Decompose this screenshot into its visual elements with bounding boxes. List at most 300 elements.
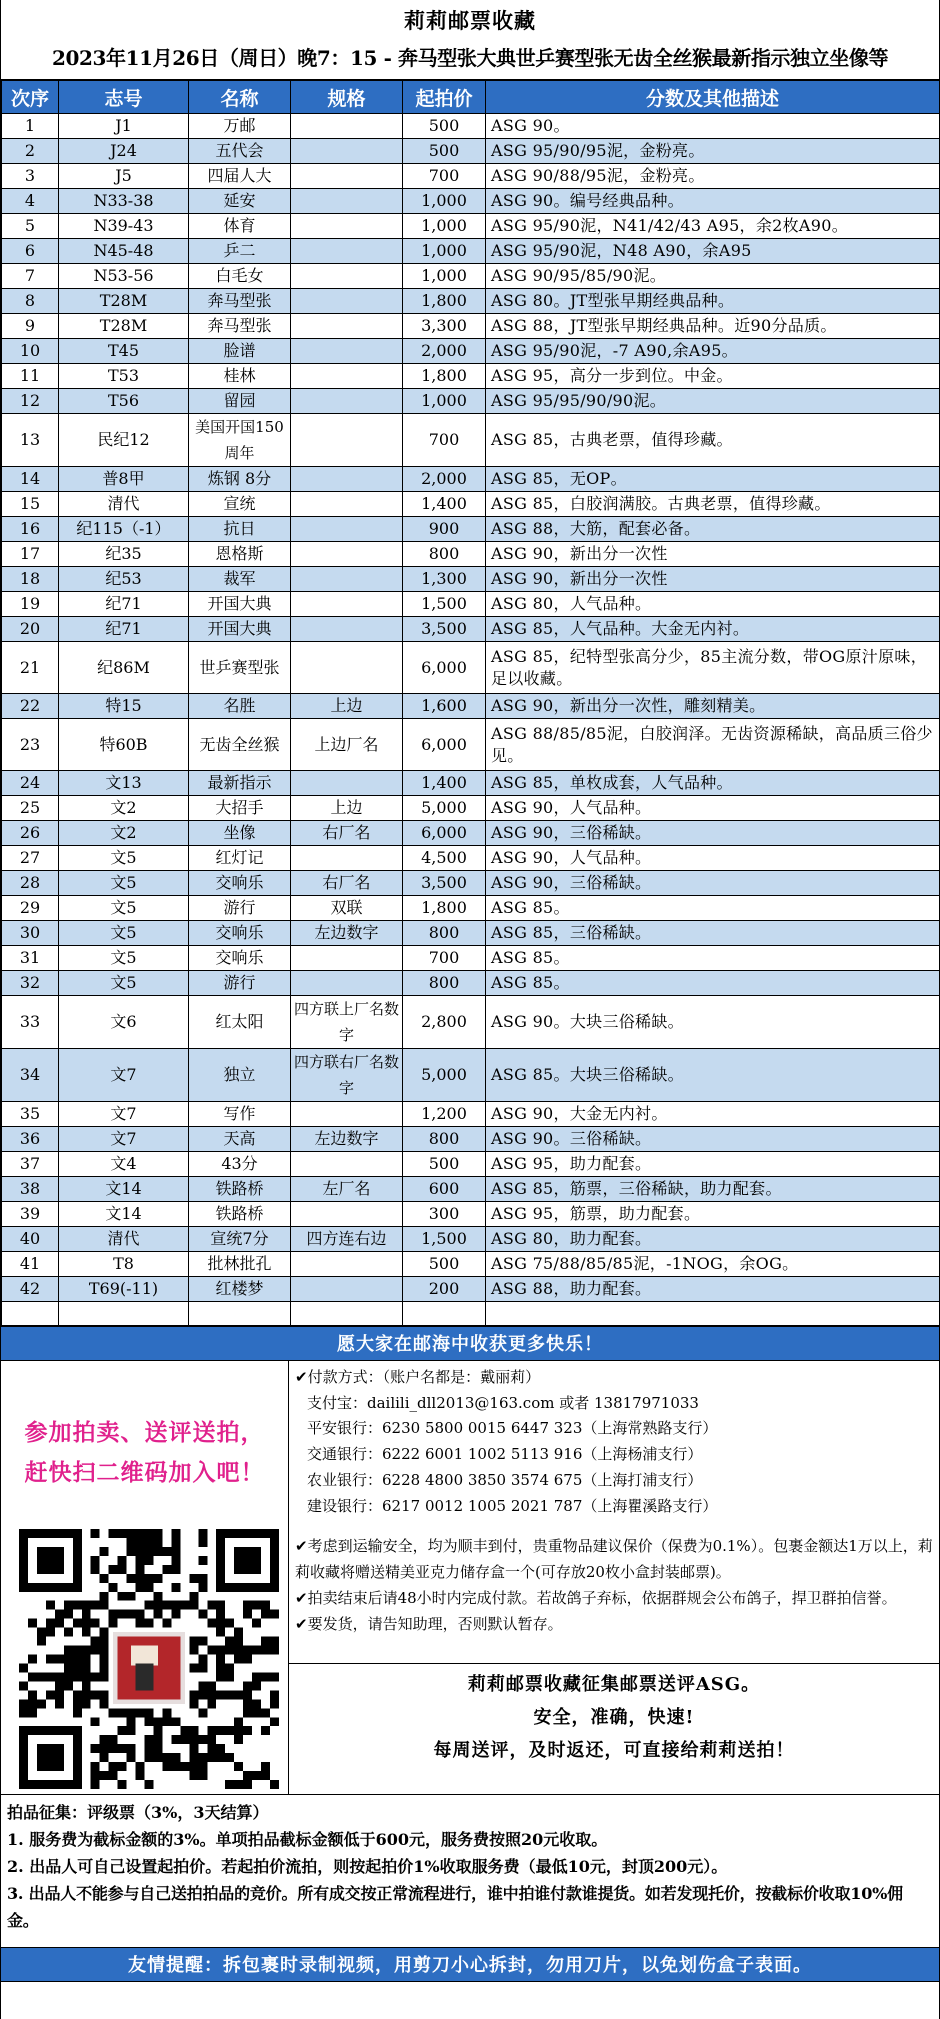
table-row — [2, 1177, 940, 1202]
cell-desc: ASG 85。 — [486, 971, 940, 996]
table-row — [2, 314, 940, 339]
cell-code: 文5 — [59, 946, 189, 971]
checkmark-icon: ✔ — [295, 1589, 308, 1608]
cell-price: 600 — [403, 1177, 486, 1202]
cell-name: 奔马型张 — [189, 314, 291, 339]
cell-desc: ASG 75/88/85/85泥，-1NOG，余OG。 — [486, 1252, 940, 1277]
cell-name: 抗日 — [189, 517, 291, 542]
cell-code: N33-38 — [59, 189, 189, 214]
bank-line-jiaotong: 交通银行：6222 6001 1002 5113 916（上海杨浦支行） — [307, 1445, 703, 1464]
cell-no: 19 — [2, 592, 59, 617]
cell-desc: ASG 85。 — [486, 896, 940, 921]
cell-price: 1,800 — [403, 289, 486, 314]
cell-desc: ASG 80，人气品种。 — [486, 592, 940, 617]
cell-name: 白毛女 — [189, 264, 291, 289]
col-header-desc: 分数及其他描述 — [486, 81, 940, 114]
bank-line-pingan: 平安银行：6230 5800 0015 6447 323（上海常熟路支行） — [307, 1419, 718, 1438]
cell-desc: ASG 90。 — [486, 114, 940, 139]
cell-no: 7 — [2, 264, 59, 289]
table-row — [2, 617, 940, 642]
checkmark-icon: ✔ — [295, 1368, 308, 1386]
cell-price: 1,000 — [403, 239, 486, 264]
cell-desc: ASG 90，人气品种。 — [486, 796, 940, 821]
cell-code: 普8甲 — [59, 467, 189, 492]
cell-spec: 四方联右厂名数字 — [291, 1049, 403, 1102]
cell-name: 无齿全丝猴 — [189, 719, 291, 771]
page-title: 莉莉邮票收藏 — [404, 8, 536, 33]
cell-code: T28M — [59, 289, 189, 314]
cell-desc: ASG 85，筋票，三俗稀缺，助力配套。 — [486, 1177, 940, 1202]
cell-price: 1,000 — [403, 189, 486, 214]
cell-code: 纪35 — [59, 542, 189, 567]
cell-name: 大招手 — [189, 796, 291, 821]
cell-code: 民纪12 — [59, 414, 189, 467]
page-subtitle: 2023年11月26日（周日）晚7：15 - 奔马型张大典世乒赛型张无齿全丝猴最新指示独立坐像等 — [1, 40, 939, 80]
cell-spec — [291, 846, 403, 871]
cell-desc: ASG 95/90泥，N48 A90，余A95 — [486, 239, 940, 264]
cell-spec — [291, 467, 403, 492]
cell-desc: ASG 85，三俗稀缺。 — [486, 921, 940, 946]
cell-no: 27 — [2, 846, 59, 871]
cell-code: J24 — [59, 139, 189, 164]
promo-line-2: 赶快扫二维码加入吧！ — [24, 1459, 265, 1486]
cell-name: 万邮 — [189, 114, 291, 139]
cell-price: 300 — [403, 1202, 486, 1227]
cell-spec — [291, 289, 403, 314]
bank-line-jianshe: 建设银行：6217 0012 1005 2021 787（上海瞿溪路支行） — [307, 1496, 718, 1515]
promo-panel — [1, 1361, 289, 1794]
cell-price: 6,000 — [403, 821, 486, 846]
cell-no: 6 — [2, 239, 59, 264]
cell-price: 1,800 — [403, 364, 486, 389]
cell-spec: 上边 — [291, 694, 403, 719]
cell-code: 清代 — [59, 492, 189, 517]
cell-price: 200 — [403, 1277, 486, 1302]
cell-name: 红太阳 — [189, 996, 291, 1049]
cell-name: 脸谱 — [189, 339, 291, 364]
cell-no: 29 — [2, 896, 59, 921]
table-row — [2, 139, 940, 164]
table-row — [2, 517, 940, 542]
cell-no: 20 — [2, 617, 59, 642]
cell-no: 4 — [2, 189, 59, 214]
consignment-terms — [1, 1795, 939, 1947]
collect-line-1: 莉莉邮票收藏征集邮票送评ASG。 — [467, 1674, 761, 1695]
table-row — [2, 364, 940, 389]
cell-name: 奔马型张 — [189, 289, 291, 314]
cell-code: N45-48 — [59, 239, 189, 264]
cell-name: 裁军 — [189, 567, 291, 592]
cell-desc: ASG 85，纪特型张高分少，85主流分数，带OG原汁原味，足以收藏。 — [486, 642, 940, 694]
cell-price: 1,300 — [403, 567, 486, 592]
terms-item-3: 3. 出品人不能参与自己送拍拍品的竞价。所有成交按正常流程进行，谁中拍谁付款谁提货。如若发现托价，按截标价收取10%佣金。 — [7, 1884, 903, 1930]
cell-name: 交响乐 — [189, 921, 291, 946]
cell-code: N39-43 — [59, 214, 189, 239]
table-row — [2, 164, 940, 189]
cell-code: 纪115（-1） — [59, 517, 189, 542]
table-row — [2, 1049, 940, 1102]
cell-spec — [291, 214, 403, 239]
cell-name: 写作 — [189, 1102, 291, 1127]
cell-no: 25 — [2, 796, 59, 821]
cell-desc: ASG 90，三俗稀缺。 — [486, 821, 940, 846]
table-row — [2, 846, 940, 871]
cell-no: 18 — [2, 567, 59, 592]
table-row — [2, 1152, 940, 1177]
table-row — [2, 542, 940, 567]
cell-spec — [291, 617, 403, 642]
bank-line-nongye: 农业银行：6228 4800 3850 3574 675（上海打浦支行） — [307, 1470, 703, 1489]
table-row — [2, 642, 940, 694]
cell-desc: ASG 85，人气品种。大金无内衬。 — [486, 617, 940, 642]
cell-spec — [291, 189, 403, 214]
cell-code: T53 — [59, 364, 189, 389]
cell-spec — [291, 946, 403, 971]
cell-name: 43分 — [189, 1152, 291, 1177]
cell-empty — [403, 1302, 486, 1326]
cell-spec — [291, 339, 403, 364]
cell-name: 最新指示 — [189, 771, 291, 796]
payment-title: 付款方式：（账户名都是：戴丽莉） — [307, 1368, 541, 1386]
cell-price: 500 — [403, 139, 486, 164]
cell-code: 文14 — [59, 1202, 189, 1227]
cell-code: 文7 — [59, 1127, 189, 1152]
cell-no: 22 — [2, 694, 59, 719]
cell-desc: ASG 95，助力配套。 — [486, 1152, 940, 1177]
promo-text — [1, 1413, 288, 1493]
table-row — [2, 921, 940, 946]
cell-no: 33 — [2, 996, 59, 1049]
cell-name: 恩格斯 — [189, 542, 291, 567]
cell-name: 交响乐 — [189, 871, 291, 896]
cell-spec: 左厂名 — [291, 1177, 403, 1202]
table-row — [2, 492, 940, 517]
cell-name: 独立 — [189, 1049, 291, 1102]
cell-desc: ASG 85，单枚成套，人气品种。 — [486, 771, 940, 796]
cell-name: 名胜 — [189, 694, 291, 719]
cell-spec — [291, 1252, 403, 1277]
cell-no: 12 — [2, 389, 59, 414]
cell-price: 1,400 — [403, 771, 486, 796]
cell-name: 开国大典 — [189, 617, 291, 642]
checkmark-icon: ✔ — [295, 1537, 308, 1556]
cell-spec — [291, 1102, 403, 1127]
cell-name: 天高 — [189, 1127, 291, 1152]
cell-spec: 左边数字 — [291, 1127, 403, 1152]
cell-desc: ASG 80。JT型张早期经典品种。 — [486, 289, 940, 314]
terms-title: 拍品征集：评级票（3%，3天结算） — [7, 1803, 269, 1822]
cell-no: 38 — [2, 1177, 59, 1202]
cell-price: 1,800 — [403, 896, 486, 921]
info-section — [1, 1361, 939, 1795]
table-row — [2, 971, 940, 996]
cell-desc: ASG 88，助力配套。 — [486, 1277, 940, 1302]
cell-desc: ASG 85。大块三俗稀缺。 — [486, 1049, 940, 1102]
cell-price: 500 — [403, 1152, 486, 1177]
cell-code: J5 — [59, 164, 189, 189]
table-row-empty — [2, 1302, 940, 1326]
cell-name: 世乒赛型张 — [189, 642, 291, 694]
cell-desc: ASG 95/90泥，-7 A90,余A95。 — [486, 339, 940, 364]
cell-no: 39 — [2, 1202, 59, 1227]
cell-no: 16 — [2, 517, 59, 542]
cell-spec — [291, 164, 403, 189]
cell-price: 4,500 — [403, 846, 486, 871]
cell-desc: ASG 88，大筋，配套必备。 — [486, 517, 940, 542]
qr-code-icon[interactable] — [13, 1529, 285, 1789]
cell-price: 2,800 — [403, 996, 486, 1049]
cell-code: 特60B — [59, 719, 189, 771]
cell-spec — [291, 364, 403, 389]
cell-no: 32 — [2, 971, 59, 996]
cell-spec: 右厂名 — [291, 821, 403, 846]
table-row — [2, 1277, 940, 1302]
cell-no: 3 — [2, 164, 59, 189]
table-row — [2, 189, 940, 214]
cell-no: 1 — [2, 114, 59, 139]
cell-no: 17 — [2, 542, 59, 567]
cell-desc: ASG 95/90泥，N41/42/43 A95，余2枚A90。 — [486, 214, 940, 239]
table-row — [2, 1202, 940, 1227]
table-row — [2, 467, 940, 492]
cell-code: 文14 — [59, 1177, 189, 1202]
delivery-note: 要发货，请告知助理，否则默认暂存。 — [307, 1615, 563, 1634]
cell-name: 四届人大 — [189, 164, 291, 189]
cell-desc: ASG 88/85/85泥，白胶润泽。无齿资源稀缺，高品质三俗少见。 — [486, 719, 940, 771]
cell-price: 1,400 — [403, 492, 486, 517]
cell-no: 34 — [2, 1049, 59, 1102]
blessing-banner: 愿大家在邮海中收获更多快乐！ — [1, 1326, 939, 1361]
cell-spec — [291, 1277, 403, 1302]
alipay-line: 支付宝：dailili_dll2013@163.com 或者 13817971033 — [307, 1393, 699, 1412]
cell-desc: ASG 90。大块三俗稀缺。 — [486, 996, 940, 1049]
cell-no: 37 — [2, 1152, 59, 1177]
cell-spec: 四方连右边 — [291, 1227, 403, 1252]
cell-name: 红灯记 — [189, 846, 291, 871]
cell-desc: ASG 95，高分一步到位。中金。 — [486, 364, 940, 389]
cell-desc: ASG 80，助力配套。 — [486, 1227, 940, 1252]
cell-name: 炼钢 8分 — [189, 467, 291, 492]
payment-panel — [289, 1361, 939, 1794]
table-row — [2, 414, 940, 467]
cell-spec — [291, 642, 403, 694]
table-row — [2, 567, 940, 592]
cell-no: 21 — [2, 642, 59, 694]
cell-code: 文13 — [59, 771, 189, 796]
cell-no: 24 — [2, 771, 59, 796]
cell-spec: 右厂名 — [291, 871, 403, 896]
cell-price: 500 — [403, 114, 486, 139]
shipping-note: 考虑到运输安全，均为顺丰到付，贵重物品建议保价（保费为0.1%）。包裹金额达1万以上，莉莉收藏将赠送精美亚克力储存盒一个(可存放20枚小盒封装邮票)。 — [295, 1537, 933, 1582]
cell-desc: ASG 95/90/95泥，金粉亮。 — [486, 139, 940, 164]
cell-price: 6,000 — [403, 642, 486, 694]
cell-spec — [291, 517, 403, 542]
collect-line-3: 每周送评，及时返还，可直接给莉莉送拍！ — [433, 1740, 795, 1761]
cell-no: 26 — [2, 821, 59, 846]
collect-line-2: 安全，准确，快速! — [533, 1707, 695, 1728]
cell-spec — [291, 542, 403, 567]
promo-line-1: 参加拍卖、送评送拍， — [24, 1419, 265, 1446]
cell-name: 坐像 — [189, 821, 291, 846]
cell-name: 游行 — [189, 971, 291, 996]
cell-empty — [291, 1302, 403, 1326]
cell-price: 6,000 — [403, 719, 486, 771]
cell-code: 文5 — [59, 921, 189, 946]
cell-desc: ASG 90，新出分一次性，雕刻精美。 — [486, 694, 940, 719]
cell-spec — [291, 592, 403, 617]
cell-no: 5 — [2, 214, 59, 239]
cell-price: 800 — [403, 971, 486, 996]
cell-code: 纪71 — [59, 617, 189, 642]
cell-desc: ASG 90，人气品种。 — [486, 846, 940, 871]
cell-desc: ASG 85，白胶润满胶。古典老票，值得珍藏。 — [486, 492, 940, 517]
cell-price: 3,300 — [403, 314, 486, 339]
table-row — [2, 592, 940, 617]
cell-price: 800 — [403, 921, 486, 946]
cell-no: 36 — [2, 1127, 59, 1152]
cell-desc: ASG 85，无OP。 — [486, 467, 940, 492]
cell-price: 800 — [403, 1127, 486, 1152]
cell-name: 交响乐 — [189, 946, 291, 971]
table-row — [2, 871, 940, 896]
cell-code: 特15 — [59, 694, 189, 719]
table-row — [2, 694, 940, 719]
cell-price: 1,000 — [403, 214, 486, 239]
cell-name: 开国大典 — [189, 592, 291, 617]
table-row — [2, 264, 940, 289]
table-row — [2, 1102, 940, 1127]
cell-name: 铁路桥 — [189, 1202, 291, 1227]
checkmark-icon: ✔ — [295, 1615, 308, 1634]
col-header-price: 起拍价 — [403, 81, 486, 114]
cell-spec — [291, 314, 403, 339]
cell-spec — [291, 971, 403, 996]
cell-spec: 上边厂名 — [291, 719, 403, 771]
cell-name: 留园 — [189, 389, 291, 414]
cell-code: 纪53 — [59, 567, 189, 592]
cell-no: 28 — [2, 871, 59, 896]
cell-code: 文7 — [59, 1049, 189, 1102]
payment-deadline-note: 拍卖结束后请48小时内完成付款。若故鸽子弃标，依据群规会公布鸽子，捍卫群拍信誉。 — [307, 1589, 897, 1608]
cell-name: 延安 — [189, 189, 291, 214]
cell-no: 8 — [2, 289, 59, 314]
cell-name: 批林批孔 — [189, 1252, 291, 1277]
cell-price: 1,200 — [403, 1102, 486, 1127]
cell-spec — [291, 771, 403, 796]
cell-code: T56 — [59, 389, 189, 414]
cell-price: 1,600 — [403, 694, 486, 719]
table-header-row — [2, 81, 940, 114]
cell-no: 2 — [2, 139, 59, 164]
cell-spec — [291, 139, 403, 164]
col-header-no: 次序 — [2, 81, 59, 114]
cell-spec — [291, 239, 403, 264]
cell-desc: ASG 85，古典老票，值得珍藏。 — [486, 414, 940, 467]
table-row — [2, 239, 940, 264]
cell-price: 2,000 — [403, 467, 486, 492]
cell-code: T28M — [59, 314, 189, 339]
cell-price: 1,500 — [403, 592, 486, 617]
cell-price: 700 — [403, 164, 486, 189]
table-row — [2, 821, 940, 846]
terms-item-1: 1. 服务费为截标金额的3%。单项拍品截标金额低于600元，服务费按照20元收取。 — [7, 1830, 608, 1849]
cell-name: 宣统7分 — [189, 1227, 291, 1252]
table-row — [2, 771, 940, 796]
cell-name: 铁路桥 — [189, 1177, 291, 1202]
cell-desc: ASG 88，JT型张早期经典品种。近90分品质。 — [486, 314, 940, 339]
cell-price: 1,000 — [403, 389, 486, 414]
cell-spec — [291, 1202, 403, 1227]
col-header-name: 名称 — [189, 81, 291, 114]
cell-no: 41 — [2, 1252, 59, 1277]
cell-name: 红楼梦 — [189, 1277, 291, 1302]
cell-price: 900 — [403, 517, 486, 542]
cell-desc: ASG 90，新出分一次性 — [486, 567, 940, 592]
cell-desc: ASG 90，三俗稀缺。 — [486, 871, 940, 896]
cell-price: 5,000 — [403, 796, 486, 821]
table-row — [2, 389, 940, 414]
cell-empty — [486, 1302, 940, 1326]
cell-no: 31 — [2, 946, 59, 971]
cell-no: 42 — [2, 1277, 59, 1302]
table-row — [2, 114, 940, 139]
cell-desc: ASG 90。三俗稀缺。 — [486, 1127, 940, 1152]
cell-spec: 上边 — [291, 796, 403, 821]
cell-no: 15 — [2, 492, 59, 517]
cell-spec: 四方联上厂名数字 — [291, 996, 403, 1049]
cell-code: T8 — [59, 1252, 189, 1277]
table-row — [2, 1127, 940, 1152]
cell-code: 文2 — [59, 821, 189, 846]
cell-code: 文5 — [59, 871, 189, 896]
cell-no: 35 — [2, 1102, 59, 1127]
lots-table — [1, 80, 940, 1326]
cell-no: 10 — [2, 339, 59, 364]
table-row — [2, 719, 940, 771]
cell-desc: ASG 95，筋票，助力配套。 — [486, 1202, 940, 1227]
cell-desc: ASG 90/88/95泥，金粉亮。 — [486, 164, 940, 189]
cell-code: T45 — [59, 339, 189, 364]
cell-code: N53-56 — [59, 264, 189, 289]
cell-spec — [291, 1152, 403, 1177]
cell-price: 700 — [403, 414, 486, 467]
col-header-spec: 规格 — [291, 81, 403, 114]
cell-spec: 左边数字 — [291, 921, 403, 946]
cell-desc: ASG 85。 — [486, 946, 940, 971]
cell-price: 3,500 — [403, 617, 486, 642]
cell-spec — [291, 492, 403, 517]
cell-desc: ASG 90，新出分一次性 — [486, 542, 940, 567]
cell-price: 3,500 — [403, 871, 486, 896]
cell-code: 文5 — [59, 971, 189, 996]
cell-price: 1,000 — [403, 264, 486, 289]
cell-no: 11 — [2, 364, 59, 389]
cell-code: 文7 — [59, 1102, 189, 1127]
cell-no: 40 — [2, 1227, 59, 1252]
cell-code: 纪71 — [59, 592, 189, 617]
cell-name: 五代会 — [189, 139, 291, 164]
cell-price: 800 — [403, 542, 486, 567]
cell-spec — [291, 389, 403, 414]
cell-spec — [291, 567, 403, 592]
cell-no: 13 — [2, 414, 59, 467]
cell-spec — [291, 114, 403, 139]
friendly-reminder: 友情提醒：拆包裹时录制视频，用剪刀小心拆封，勿用刀片，以免划伤盒子表面。 — [1, 1947, 939, 1982]
table-row — [2, 946, 940, 971]
lots-body — [2, 114, 940, 1326]
cell-code: 文4 — [59, 1152, 189, 1177]
cell-name: 体育 — [189, 214, 291, 239]
